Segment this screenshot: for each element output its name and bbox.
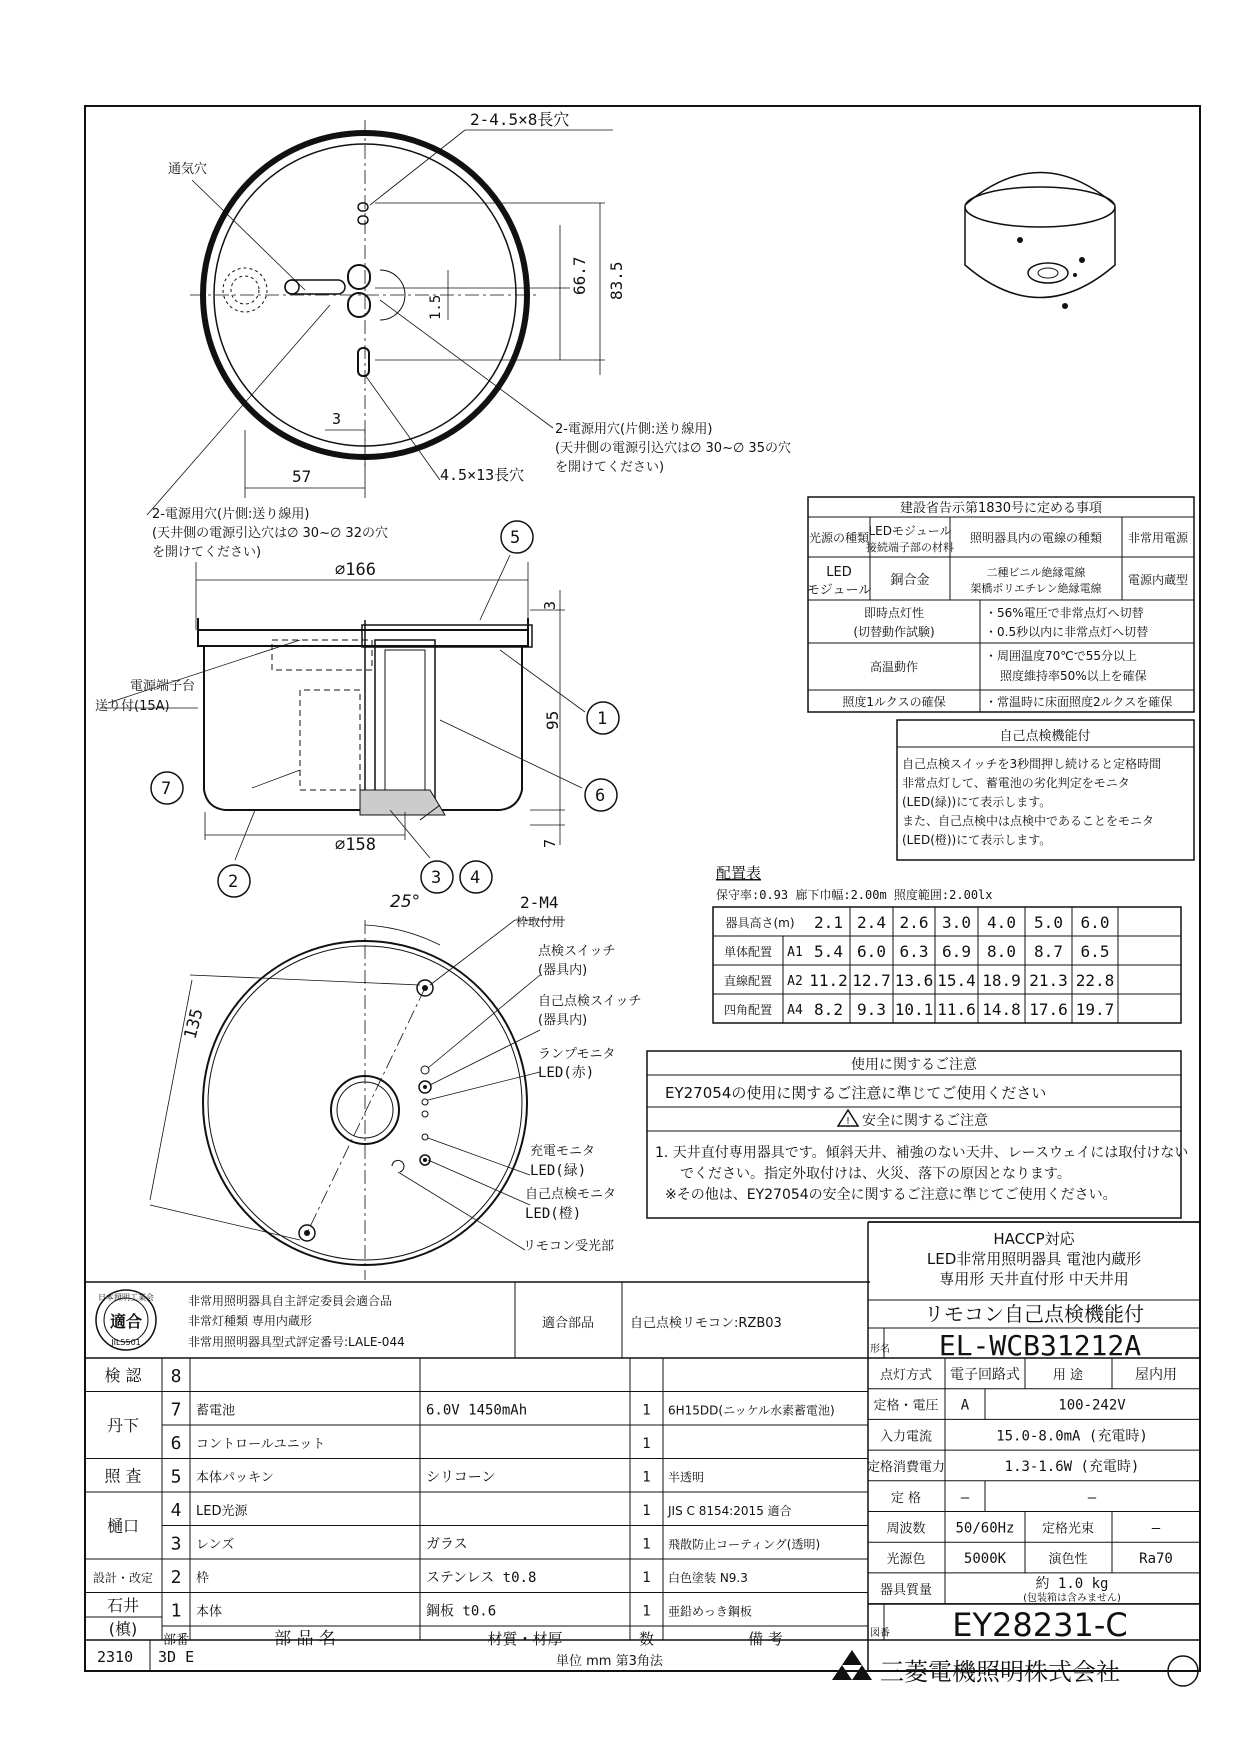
dim-66-7: 66.7 [570,256,589,295]
approval-label: 丹下 [106,1416,140,1435]
warning-icon-mark: ! [846,1116,851,1127]
notice-r1v2: ・0.5秒以内に非常点灯へ切替 [985,625,1149,639]
part-name: 本体 [196,1604,223,1620]
notice-table-text [807,500,1189,709]
usage-line: EY27054の使用に関するご注意に準じてご使用ください [665,1084,1047,1102]
usage-title: 使用に関するご注意 [851,1057,977,1073]
drawing-label: 図番 [870,1628,890,1639]
part-name: 本体パッキン [196,1470,274,1486]
part-no: 5 [170,1466,182,1488]
notice-v3a: 二種ビニル絶縁電線 [986,566,1086,579]
lamp-monitor-2: LED(赤) [538,1065,595,1081]
product-line-2: 専用形 天井直付形 中天井用 [939,1270,1129,1288]
spec-value-1: — [960,1489,970,1506]
approval-label: (槙) [108,1619,138,1639]
spec-value-2: — [1087,1489,1097,1506]
part-qty: 1 [642,1603,651,1620]
power-hole-r2: (天井側の電源引込穴は∅ 30~∅ 35の穴 [555,441,791,456]
lamp-monitor-1: ランプモニタ [538,1047,616,1062]
usage-notes [647,1051,1188,1218]
top-view [147,110,791,560]
layout-cell: 19.7 [1075,1000,1115,1019]
parts-header-no: 部番 [162,1633,190,1648]
part-qty: 1 [642,1503,651,1519]
part-note: 白色塗装 N9.3 [668,1571,748,1585]
fit-parts-label: 適合部品 [541,1316,595,1331]
parts-header-name: 部 品 名 [274,1629,336,1649]
notice-r1b: (切替動作試験) [853,625,935,639]
layout-cell: 18.9 [982,971,1021,990]
dim-83-5: 83.5 [607,261,626,300]
drawing-number: EY28231-C [952,1606,1128,1644]
part-qty: 1 [642,1570,651,1586]
balloon-4: 4 [470,868,481,888]
remote-rx-label: リモコン受光部 [523,1239,615,1254]
dim-57: 57 [292,467,312,486]
balloon-5: 5 [510,528,521,548]
notice-v4: 電源内蔵型 [1127,573,1189,587]
safety-line-3: ※その他は、EY27054の安全に関するご注意に準じてご使用ください。 [665,1187,1117,1203]
terminal-label-2: 送り付(15A) [95,699,170,714]
slot-label: 2-4.5×8長穴 [470,110,570,129]
part-name: LED光源 [196,1504,248,1519]
layout-row-label: 単体配置 [723,945,773,959]
part-no: 7 [170,1399,182,1421]
self-monitor-2: LED(橙) [525,1206,582,1222]
power-hole-l1: 2-電源用穴(片側:送り線用) [152,507,310,522]
terminal-label-1: 電源端子台 [130,679,196,694]
part-material: ステンレス t0.8 [426,1570,537,1586]
layout-cell: 6.5 [1080,942,1110,961]
layout-cell: 5.4 [814,942,843,961]
layout-row-code: A2 [787,974,803,989]
part-material: シリコーン [426,1469,496,1486]
spec-key-2: 定格光束 [1041,1521,1095,1537]
layout-cell: 13.6 [894,971,934,990]
part-qty: 1 [642,1436,651,1452]
model-number: EL-WCB31212A [938,1329,1142,1362]
layout-cell: 17.6 [1029,1000,1068,1019]
check-sw-2: (器具内) [538,963,588,978]
spec-value-1: 5000K [963,1551,1007,1568]
layout-header-label: 器具高さ(m) [725,916,795,930]
part-material: 鋼板 t0.6 [426,1603,497,1620]
layout-cell: 10.1 [894,1000,934,1019]
notice-r1a: 即時点灯性 [863,606,925,620]
part-no: 4 [170,1500,182,1521]
spec-key: 入力電流 [879,1429,933,1445]
notice-r3v: ・常温時に床面照度2ルクスを確保 [985,695,1173,709]
cert-line-2: 非常灯種類 専用内蔵形 [188,1314,312,1328]
notice-v1b: モジュール [806,583,872,598]
dim-side-3: 3 [541,600,559,610]
layout-cell: 2.1 [814,913,843,932]
layout-cell: 21.3 [1029,971,1068,990]
spec-key: 定格・電圧 [873,1398,939,1414]
safety-line-2: でください。指定外取付けは、火災、落下の原因となります。 [680,1166,1071,1182]
power-hole-l3: を開けてください) [152,545,262,560]
part-no: 1 [170,1600,182,1622]
layout-cell: 6.0 [857,942,886,961]
balloon-1: 1 [597,709,608,729]
cert-line-1: 非常用照明器具自主評定委員会適合品 [188,1294,393,1308]
spec-key: 定格消費電力 [866,1460,946,1476]
rev-code: 3D E [158,1648,195,1666]
notice-v2: 銅合金 [890,573,930,588]
layout-cell: 6.0 [1080,913,1110,932]
notice-r2v1: ・周囲温度70℃で55分以上 [985,649,1138,663]
power-hole-r1: 2-電源用穴(片側:送り線用) [555,422,713,437]
seal-top: 日本照明工業会 [98,1293,154,1302]
layout-cell: 4.0 [987,913,1016,932]
part-note: 亜鉛めっき鋼板 [668,1604,752,1619]
layout-cell: 2.4 [857,913,886,932]
layout-table [713,864,1181,1023]
layout-cell: 6.9 [942,942,971,961]
spec-value-2: Ra70 [1139,1551,1173,1568]
parts-header-material: 材質・材厚 [487,1630,563,1648]
approval-label: 照 査 [104,1466,142,1486]
layout-row-code: A4 [787,1003,803,1018]
spec-value: 1.3-1.6W (充電時) [1004,1459,1140,1476]
self-check-l4: また、自己点検中は点検中であることをモニタ [902,814,1155,828]
part-name: レンズ [196,1537,235,1553]
part-qty: 1 [642,1536,651,1553]
spec-value-1: 50/60Hz [955,1520,1015,1537]
slot2-label: 4.5×13長穴 [440,466,525,484]
remote-model: 自己点検リモコン:RZB03 [630,1316,782,1331]
power-hole-l2: (天井側の電源引込穴は∅ 30~∅ 32の穴 [152,526,388,541]
cert-line-3: 非常用照明器具型式評定番号:LALE-044 [188,1335,405,1349]
model-label: 形名 [870,1344,890,1355]
approval-label: 石井 [106,1595,140,1615]
m4-label: 2-M4 [520,893,559,912]
notice-v3b: 架橋ポリエチレン絶縁電線 [970,582,1102,595]
layout-cell: 14.8 [982,1000,1021,1019]
bottom-view [150,892,641,1280]
approval-label: 設計・改定 [92,1570,154,1585]
part-qty: 1 [642,1469,651,1486]
dim-95: 95 [543,710,562,730]
layout-row-code: A1 [787,945,803,960]
spec-value-2: 100-242V [1058,1397,1126,1414]
layout-cell: 11.2 [809,971,848,990]
part-note: 飛散防止コーティング(透明) [668,1537,821,1552]
spec-key: 光源色 [886,1552,926,1568]
part-material: ガラス [426,1536,468,1553]
self-check-title: 自己点検機能付 [999,729,1091,744]
charge-monitor-1: 充電モニタ [530,1144,596,1159]
part-no: 8 [170,1366,182,1387]
notice-h3: 照明器具内の電線の種類 [969,531,1103,545]
layout-cell: 6.3 [899,942,929,961]
layout-row-label: 四角配置 [723,1003,773,1017]
part-name: 蓄電池 [196,1403,236,1419]
part-note: 半透明 [668,1470,705,1485]
self-check-l1: 自己点検スイッチを3秒間押し続けると定格時間 [902,757,1162,771]
part-note: JIS C 8154:2015 適合 [668,1504,792,1518]
spec-key-2: 用 途 [1052,1368,1084,1383]
layout-cell: 15.4 [937,971,976,990]
company-name: 三菱電機照明株式会社 [880,1658,1120,1686]
notice-h1: 光源の種類 [808,531,870,545]
angle-25: 25° [390,892,421,912]
m4-sub: 枠取付用 [516,915,565,929]
spec-key: 点灯方式 [879,1368,933,1383]
self-check-l5: (LED(橙))にて表示します。 [902,833,1052,847]
part-note: 6H15DD(ニッケル水素蓄電池) [668,1403,835,1418]
parts-table [85,1358,868,1649]
specs-table [867,1358,1200,1604]
part-name: 枠 [196,1571,210,1586]
layout-cell: 8.2 [814,1000,843,1019]
dim-side-7: 7 [541,838,559,848]
part-no: 2 [170,1567,182,1588]
side-view [95,521,619,897]
spec-value-2: — [1151,1520,1161,1537]
power-hole-r3: を開けてください) [555,460,665,475]
balloon-3: 3 [431,868,442,888]
notice-h2a: LEDモジュール [868,524,952,538]
parts-header-qty: 数 [638,1630,655,1648]
layout-cell: 8.7 [1034,942,1063,961]
charge-monitor-2: LED(緑) [530,1163,587,1179]
dia-158: ∅158 [335,835,376,855]
balloon-6: 6 [595,786,606,806]
notice-r3: 照度1ルクスの確保 [842,695,946,709]
dim-3: 3 [332,410,342,428]
layout-cell: 22.8 [1075,971,1115,990]
part-material: 6.0V 1450mAh [426,1402,528,1419]
balloon-7: 7 [161,779,172,799]
safety-line-1: 1. 天井直付専用器具です。傾斜天井、補強のない天井、レースウェイには取付けない [655,1145,1189,1161]
spec-value-1: A [960,1397,970,1414]
spec-value: 約 1.0 kg [1035,1575,1109,1592]
notice-r1v1: ・56%電圧で非常点灯へ切替 [985,606,1144,620]
self-monitor-1: 自己点検モニタ [525,1187,617,1202]
layout-grid [713,907,1181,1023]
layout-cell: 2.6 [899,913,929,932]
vent-label: 通気穴 [168,162,208,177]
layout-conditions: 保守率:0.93 廊下巾幅:2.00m 照度範囲:2.00lx [716,888,993,902]
part-qty: 1 [642,1402,651,1419]
check-sw-1: 点検スイッチ [538,944,616,959]
date-code: 2310 [97,1648,134,1666]
seal-bottom: JIL5501 [111,1338,141,1347]
mitsubishi-logo-icon [832,1650,872,1680]
balloon-2: 2 [228,872,239,892]
product-line-3: リモコン自己点検機能付 [924,1302,1144,1326]
unit-label: 単位 mm 第3角法 [556,1654,663,1669]
layout-cell: 3.0 [942,913,971,932]
spec-key: 定 格 [890,1490,922,1506]
spec-value-2: 屋内用 [1135,1367,1177,1383]
product-line-1: LED非常用照明器具 電池内蔵形 [926,1250,1142,1268]
part-no: 3 [170,1533,182,1555]
layout-cell: 5.0 [1034,913,1063,932]
notice-r2v2: 照度維持率50%以上を確保 [1000,669,1147,683]
spec-key: 器具質量 [879,1582,933,1598]
safety-title: 安全に関するご注意 [862,1113,988,1129]
layout-cell: 11.6 [937,1000,976,1019]
self-check-box [897,720,1194,860]
parts-header-note: 備 考 [748,1630,783,1648]
notice-v1a: LED [826,565,852,580]
notice-h2b: 接続端子部の材料 [866,541,954,554]
spec-key: 周波数 [886,1521,926,1537]
notice-h4: 非常用電源 [1127,531,1189,545]
approval-label: 検 認 [104,1365,142,1385]
part-name: コントロールユニット [196,1437,326,1452]
spec-key-2: 演色性 [1048,1552,1088,1568]
part-no: 6 [170,1433,182,1454]
self-sw-2: (器具内) [538,1013,588,1028]
dim-135: 135 [180,1006,208,1042]
seal-mid: 適合 [109,1312,143,1331]
notice-r2: 高温動作 [869,660,919,674]
layout-row-label: 直線配置 [723,974,773,988]
layout-title: 配置表 [716,864,762,882]
spec-value-1: 電子回路式 [950,1367,1020,1383]
dim-1-5: 1.5 [428,294,444,320]
layout-cell: 9.3 [857,1000,886,1019]
self-check-l3: (LED(緑))にて表示します。 [902,795,1052,809]
approval-label: 樋口 [106,1516,140,1536]
notice-title: 建設省告示第1830号に定める事項 [899,501,1103,516]
layout-cell: 8.0 [987,942,1016,961]
self-sw-1: 自己点検スイッチ [538,994,642,1009]
spec-value: 15.0-8.0mA (充電時) [996,1428,1148,1445]
dia-166: ∅166 [335,560,376,580]
perspective-sketch [965,173,1115,310]
spec-value-sub: (包装箱は含みません) [1023,1592,1121,1604]
layout-cell: 12.7 [852,971,891,990]
self-check-l2: 非常点灯して、蓄電池の劣化判定をモニタ [902,776,1130,790]
haccp-label: HACCP対応 [993,1230,1075,1248]
